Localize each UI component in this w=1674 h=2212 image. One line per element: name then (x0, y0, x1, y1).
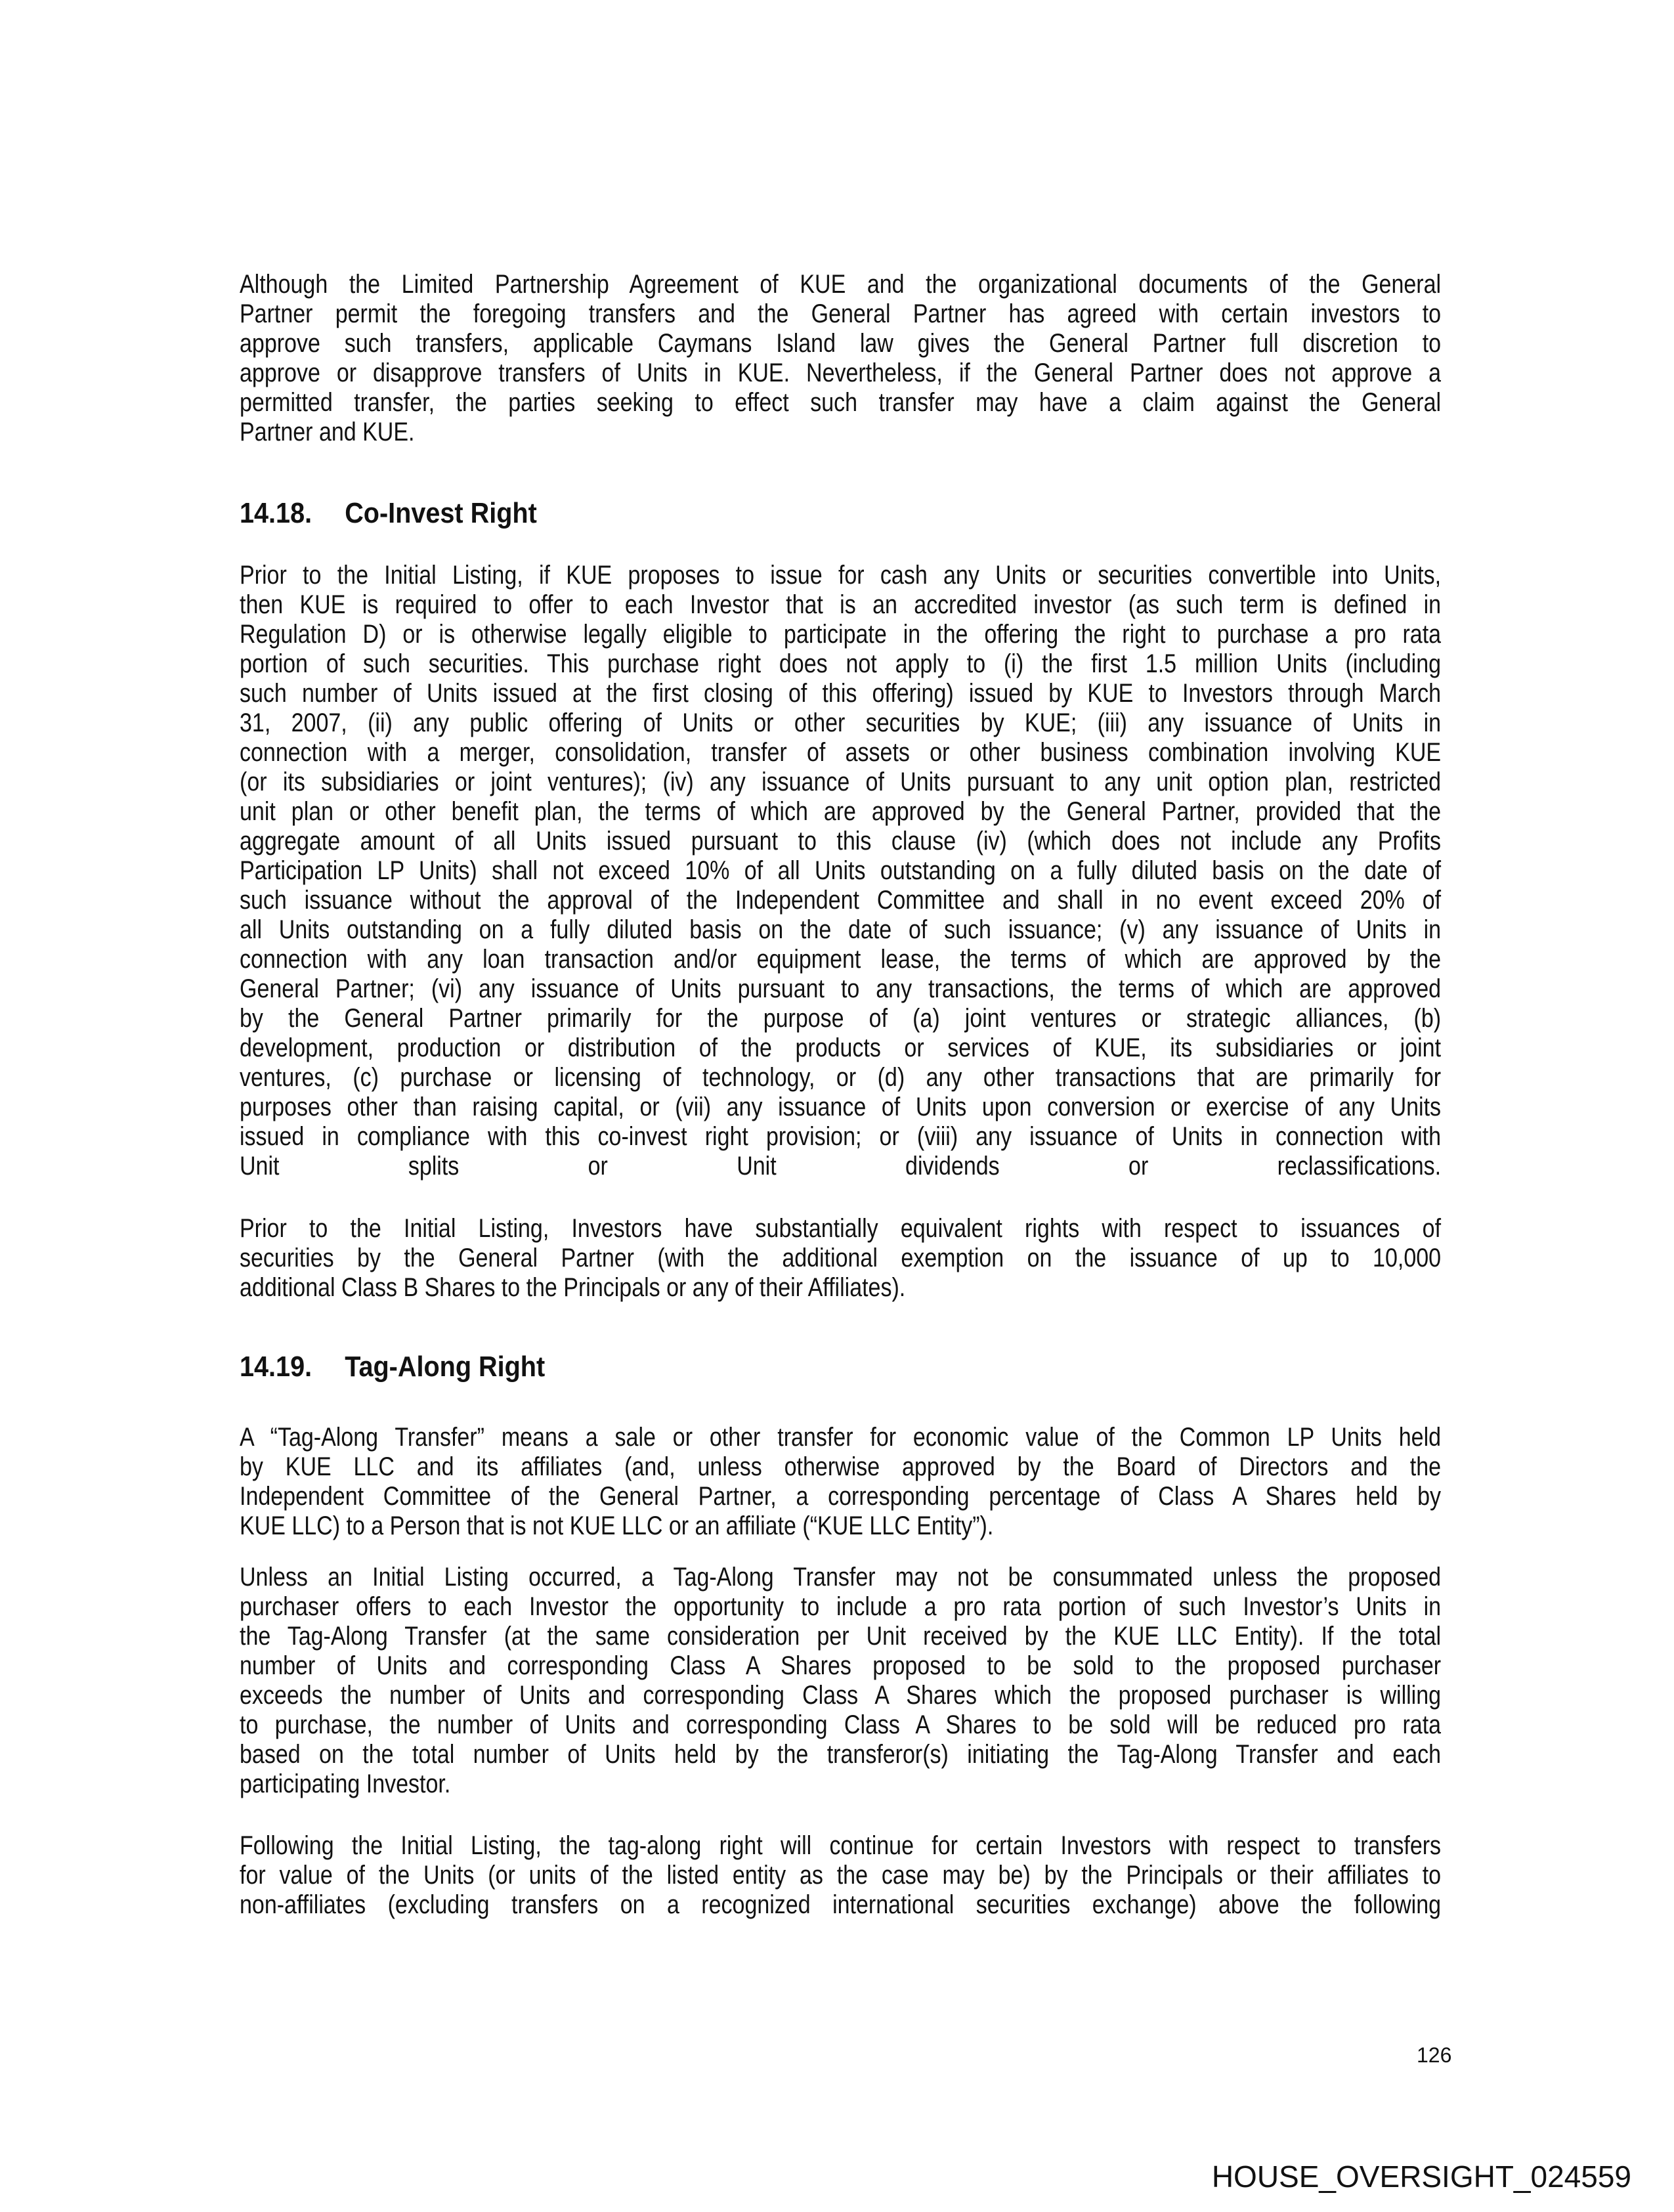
text-line: for value of the Units (or units of the listed entity as the case may be) by the Principals or their affiliates to (240, 1861, 1442, 1890)
text-line: based on the total number of Units held by the transferor(s) initiating the Tag-Along Transfer and each (240, 1740, 1442, 1769)
text-line: development, production or distribution of the products or services of KUE, its subsidiaries or joint (240, 1033, 1442, 1062)
section-title: Tag-Along Right (345, 1351, 546, 1383)
text-line: securities by the General Partner (with the additional exemption on the issuance of up to 10,000 (240, 1244, 1442, 1272)
text-line: the Tag-Along Transfer (at the same consideration per Unit received by the KUE LLC Entity). If the total (240, 1622, 1442, 1651)
text-line: by KUE LLC and its affiliates (and, unless otherwise approved by the Board of Directors and the (240, 1452, 1442, 1481)
text-line: participating Investor. (240, 1769, 451, 1798)
text-line: unit plan or other benefit plan, the terms of which are approved by the General Partner, provided that the (240, 797, 1442, 826)
text-line: KUE LLC) to a Person that is not KUE LLC or an affiliate (“KUE LLC Entity”). (240, 1511, 994, 1540)
paragraph-co-invest-terms (240, 561, 1653, 1181)
paragraph-tag-along-definition (240, 1423, 1653, 1541)
text-line: Prior to the Initial Listing, Investors have substantially equivalent rights with respect to issuances of (240, 1214, 1442, 1243)
text-line: Partner permit the foregoing transfers and the General Partner has agreed with certain investors to (240, 299, 1442, 328)
text-line: connection with any loan transaction and/or equipment lease, the terms of which are approved by the (240, 945, 1442, 974)
text-line: (or its subsidiaries or joint ventures); (iv) any issuance of Units pursuant to any unit option plan, restricted (240, 768, 1442, 796)
text-line: approve such transfers, applicable Caymans Island law gives the General Partner full discretion to (240, 329, 1442, 358)
text-line: portion of such securities. This purchase right does not apply to (i) the first 1.5 million Units (including (240, 649, 1442, 678)
text-line: to purchase, the number of Units and corresponding Class A Shares to be sold will be reduced pro rata (240, 1710, 1442, 1739)
text-line: Participation LP Units) shall not exceed 10% of all Units outstanding on a fully diluted basis on the date of (240, 856, 1442, 885)
text-line: purposes other than raising capital, or (vii) any issuance of Units upon conversion or exercise of any Units (240, 1093, 1442, 1121)
text-line: by the General Partner primarily for the purpose of (a) joint ventures or strategic alliances, (b) (240, 1004, 1442, 1033)
page-number: 126 (1417, 2043, 1452, 2067)
paragraph-tag-along-conditions (240, 1563, 1653, 1799)
text-line: Independent Committee of the General Partner, a corresponding percentage of Class A Shares held by (240, 1482, 1442, 1511)
text-line: 31, 2007, (ii) any public offering of Units or other securities by KUE; (iii) any issuance of Units in (240, 708, 1442, 737)
text-line: such issuance without the approval of the Independent Committee and shall in no event exceed 20% of (240, 886, 1442, 915)
text-line: Although the Limited Partnership Agreement of KUE and the organizational documents of the General (240, 270, 1442, 299)
text-line: General Partner; (vi) any issuance of Units pursuant to any transactions, the terms of which are approved (240, 974, 1442, 1003)
section-number: 14.19. (240, 1351, 312, 1383)
section-heading-tag-along-right (240, 1351, 545, 1383)
text-line: purchaser offers to each Investor the opportunity to include a pro rata portion of such Investor’s Units in (240, 1592, 1442, 1621)
paragraph-transfer-approval (240, 270, 1653, 447)
text-line: Unit splits or Unit dividends or reclassifications. (240, 1152, 1442, 1181)
text-line: Unless an Initial Listing occurred, a Tag-Along Transfer may not be consummated unless the proposed (240, 1563, 1442, 1592)
text-line: ventures, (c) purchase or licensing of technology, or (d) any other transactions that are primarily for (240, 1063, 1442, 1092)
text-line: additional Class B Shares to the Principals or any of their Affiliates). (240, 1273, 906, 1302)
text-line: Prior to the Initial Listing, if KUE proposes to issue for cash any Units or securities convertible into Units, (240, 561, 1442, 590)
text-line: Regulation D) or is otherwise legally eligible to participate in the offering the right to purchase a pro rata (240, 620, 1442, 649)
section-number: 14.18. (240, 497, 312, 529)
text-line: permitted transfer, the parties seeking to effect such transfer may have a claim against the General (240, 388, 1442, 417)
text-line: all Units outstanding on a fully diluted basis on the date of such issuance; (v) any issuance of Units in (240, 915, 1442, 944)
text-line: approve or disapprove transfers of Units in KUE. Nevertheless, if the General Partner does not approve a (240, 358, 1442, 387)
text-line: such number of Units issued at the first closing of this offering) issued by KUE to Investors through March (240, 679, 1442, 708)
bates-stamp: HOUSE_OVERSIGHT_024559 (1211, 2159, 1631, 2194)
text-line: connection with a merger, consolidation, transfer of assets or other business combination involving KUE (240, 738, 1442, 767)
paragraph-general-partner-rights (240, 1214, 1653, 1303)
text-line: Following the Initial Listing, the tag-along right will continue for certain Investors with respect to transfers (240, 1831, 1442, 1860)
text-line: then KUE is required to offer to each Investor that is an accredited investor (as such term is defined in (240, 590, 1442, 619)
text-line: exceeds the number of Units and corresponding Class A Shares which the proposed purchaser is willing (240, 1681, 1442, 1710)
text-line: number of Units and corresponding Class A Shares proposed to be sold to the proposed purchaser (240, 1651, 1442, 1680)
section-heading-co-invest-right (240, 497, 537, 530)
text-line: non-affiliates (excluding transfers on a recognized international securities exchange) above the following (240, 1890, 1442, 1919)
text-line: issued in compliance with this co-invest right provision; or (viii) any issuance of Units in connection with (240, 1122, 1442, 1151)
text-line: A “Tag-Along Transfer” means a sale or other transfer for economic value of the Common LP Units held (240, 1423, 1442, 1452)
paragraph-post-listing-tag-along (240, 1831, 1653, 1920)
section-title: Co-Invest Right (345, 497, 537, 529)
text-line: aggregate amount of all Units issued pursuant to this clause (iv) (which does not include any Profits (240, 827, 1442, 856)
text-line: Partner and KUE. (240, 418, 415, 446)
